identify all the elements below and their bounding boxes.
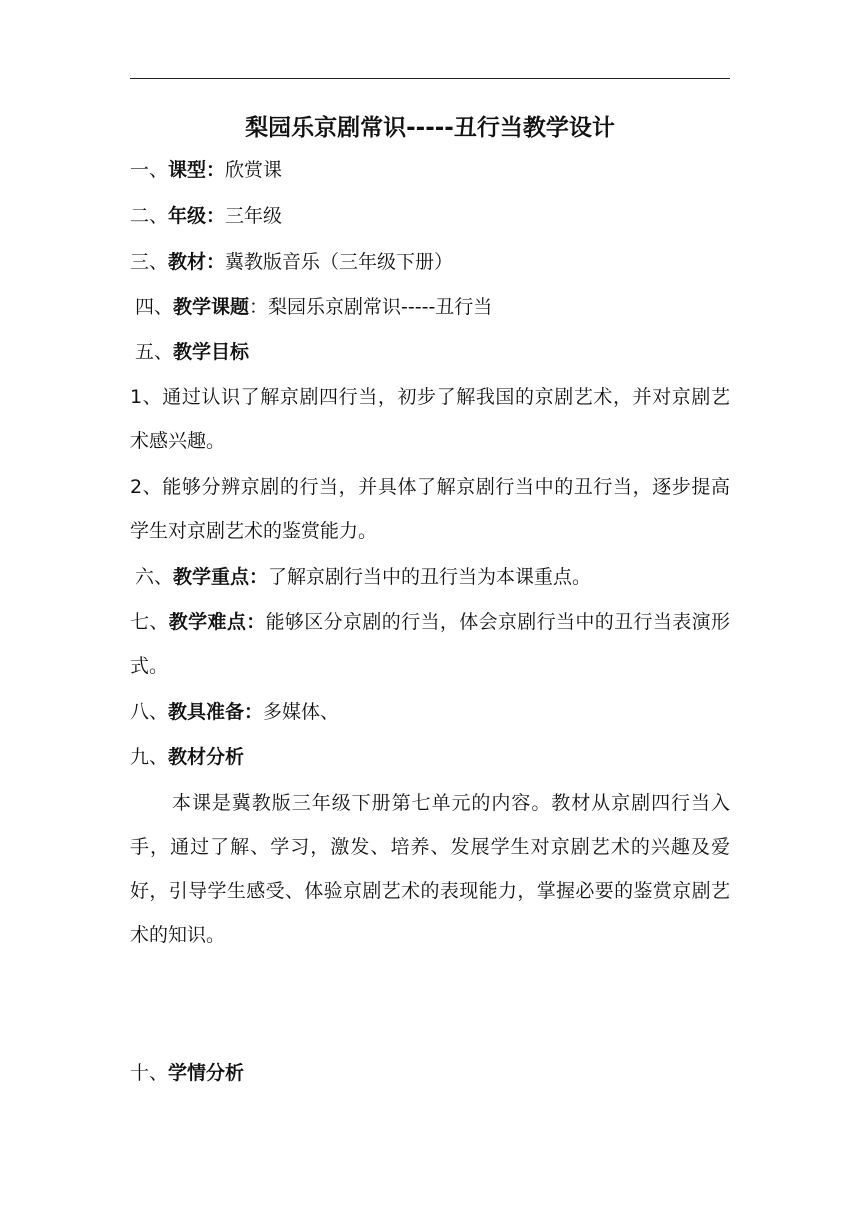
item-grade — [130, 196, 730, 236]
item-value: 三年级 — [225, 205, 283, 227]
item-prefix: 七、 — [130, 611, 169, 633]
header-rule — [130, 78, 730, 79]
item-prefix: 六、 — [135, 566, 174, 588]
item-value: 了解京剧行当中的丑行当为本课重点。 — [268, 566, 592, 588]
item-textbook — [130, 242, 730, 282]
item-prefix: 十、 — [130, 1062, 169, 1084]
item-prefix: 九、 — [130, 746, 169, 768]
item-value: 欣赏课 — [225, 159, 283, 181]
item-lesson-type — [130, 150, 730, 190]
item-analysis-heading — [130, 737, 730, 777]
item-topic — [135, 287, 735, 327]
item-goals-heading — [135, 332, 735, 372]
item-value: 能够区分京剧的行当，体会京剧行当中的丑行当表演形式。 — [130, 611, 730, 677]
item-value: ：梨园乐京剧常识-----丑行当 — [249, 296, 493, 318]
item-label: 教材： — [168, 251, 226, 273]
item-difficulty — [130, 600, 730, 688]
item-prefix: 二、 — [130, 205, 169, 227]
document-title: 梨园乐京剧常识-----丑行当教学设计 — [245, 115, 615, 141]
item-value: 多媒体、 — [263, 701, 340, 723]
goal-2: 2、能够分辨京剧的行当，并具体了解京剧行当中的丑行当，逐步提高学生对京剧艺术的鉴赏能力。 — [130, 476, 730, 542]
item-key-point — [135, 557, 735, 597]
item-label: 学情分析 — [168, 1062, 245, 1084]
item-value: 冀教版音乐（三年级下册） — [225, 251, 454, 273]
item-label: 教学目标 — [173, 341, 250, 363]
item-label: 课型： — [168, 159, 226, 181]
goal-1: 1、通过认识了解京剧四行当，初步了解我国的京剧艺术，并对京剧艺术感兴趣。 — [130, 386, 730, 452]
item-label: 教材分析 — [168, 746, 245, 768]
item-label: 教学难点： — [168, 611, 266, 633]
item-prefix: 四、 — [135, 296, 174, 318]
item-label: 教具准备： — [168, 701, 264, 723]
item-label: 教学课题 — [173, 296, 250, 318]
item-prefix: 一、 — [130, 159, 169, 181]
item-label: 教学重点： — [173, 566, 269, 588]
item-prefix: 五、 — [135, 341, 174, 363]
item-prefix: 八、 — [130, 701, 169, 723]
item-prefix: 三、 — [130, 251, 169, 273]
item-materials — [130, 692, 730, 732]
item-student-analysis-heading — [130, 1053, 730, 1093]
analysis-paragraph: 本课是冀教版三年级下册第七单元的内容。教材从京剧四行当入手，通过了解、学习，激发、培养、发展学生对京剧艺术的兴趣及爱好，引导学生感受、体验京剧艺术的表现能力，掌握必要的鉴赏京剧艺术的知识。 — [130, 792, 730, 946]
item-label: 年级： — [168, 205, 226, 227]
